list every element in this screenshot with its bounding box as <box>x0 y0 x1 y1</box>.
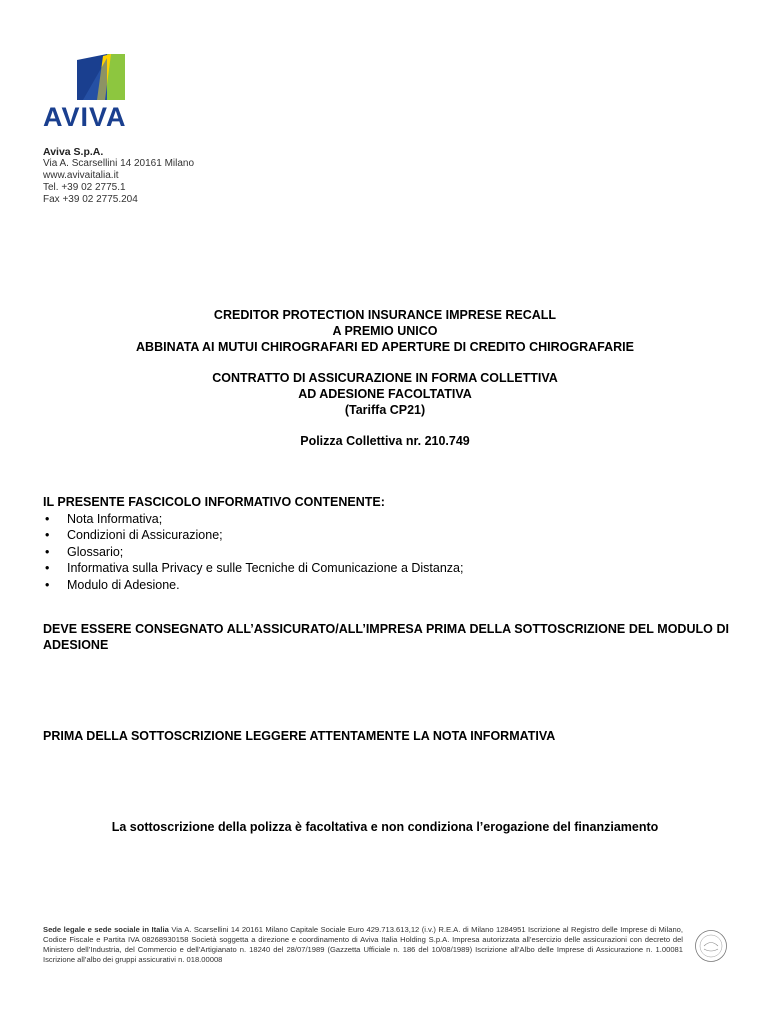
list-item: • Informativa sulla Privacy e sulle Tecniche di Comunicazione a Distanza; <box>43 560 463 577</box>
aviva-logo-mark-icon <box>77 54 125 100</box>
delivery-notice: DEVE ESSERE CONSEGNATO ALL’ASSICURATO/ALL’IMPRESA PRIMA DELLA SOTTOSCRIZIONE DEL MODULO DI ADESIONE <box>43 622 729 652</box>
title-line-4: CONTRATTO DI ASSICURAZIONE IN FORMA COLLETTIVA <box>212 371 558 385</box>
read-notice: PRIMA DELLA SOTTOSCRIZIONE LEGGERE ATTENTAMENTE LA NOTA INFORMATIVA <box>43 729 556 743</box>
optional-subscription-notice: La sottoscrizione della polizza è facoltativa e non condiziona l’erogazione del finanziamento <box>111 820 659 834</box>
company-name: Aviva S.p.A. <box>43 146 104 158</box>
aviva-logo <box>40 50 158 130</box>
aviva-seal-icon <box>694 929 728 963</box>
company-tel: Tel. +39 02 2775.1 <box>43 182 126 193</box>
list-item: • Modulo di Adesione. <box>43 577 463 594</box>
fascicolo-list <box>43 511 463 594</box>
list-item: • Glossario; <box>43 544 463 561</box>
title-line-2: A PREMIO UNICO <box>332 324 438 338</box>
legal-footer <box>43 925 683 965</box>
list-item: • Nota Informativa; <box>43 511 463 528</box>
title-line-3: ABBINATA AI MUTUI CHIROGRAFARI ED APERTURE DI CREDITO CHIROGRAFARIE <box>136 340 634 354</box>
footer-lead: Sede legale e sede sociale in Italia <box>43 925 169 934</box>
footer-text: Via A. Scarsellini 14 20161 Milano Capitale Sociale Euro 429.713.613,12 (i.v.) R.E.A. di Milano 1284951 Iscrizione al Registro delle Imprese di Milano, Codice Fiscale e Partita IVA 08268930158 Società soggetta a direzione e coordinamento di Aviva Italia Holding S.p.A. Impresa autorizzata all’esercizio delle assicurazioni con decreto del Ministero dell’Industria, del Commercio e dell’Artigianato n. 18240 del 28/07/1989 (Gazzetta Ufficiale n. 186 del 10/08/1989) Iscrizione all’Albo delle Imprese di Assicurazione n. 1.00081 Iscrizione all’albo dei gruppi assicurativi n. 018.00008 <box>43 925 683 964</box>
list-item: • Condizioni di Assicurazione; <box>43 527 463 544</box>
company-fax: Fax +39 02 2775.204 <box>43 194 138 205</box>
title-line-6: (Tariffa CP21) <box>344 403 426 417</box>
company-address: Via A. Scarsellini 14 20161 Milano <box>43 158 195 169</box>
document-title-block <box>0 307 770 449</box>
fascicolo-contents <box>43 494 463 593</box>
company-website[interactable]: www.avivaitalia.it <box>43 170 119 181</box>
company-info <box>43 146 194 206</box>
aviva-logo-wordmark: AVIVA <box>43 102 127 132</box>
title-line-1: CREDITOR PROTECTION INSURANCE IMPRESE RECALL <box>213 308 557 322</box>
policy-number: Polizza Collettiva nr. 210.749 <box>300 434 470 448</box>
title-line-5: AD ADESIONE FACOLTATIVA <box>298 387 472 401</box>
fascicolo-heading: IL PRESENTE FASCICOLO INFORMATIVO CONTENENTE: <box>43 495 385 509</box>
